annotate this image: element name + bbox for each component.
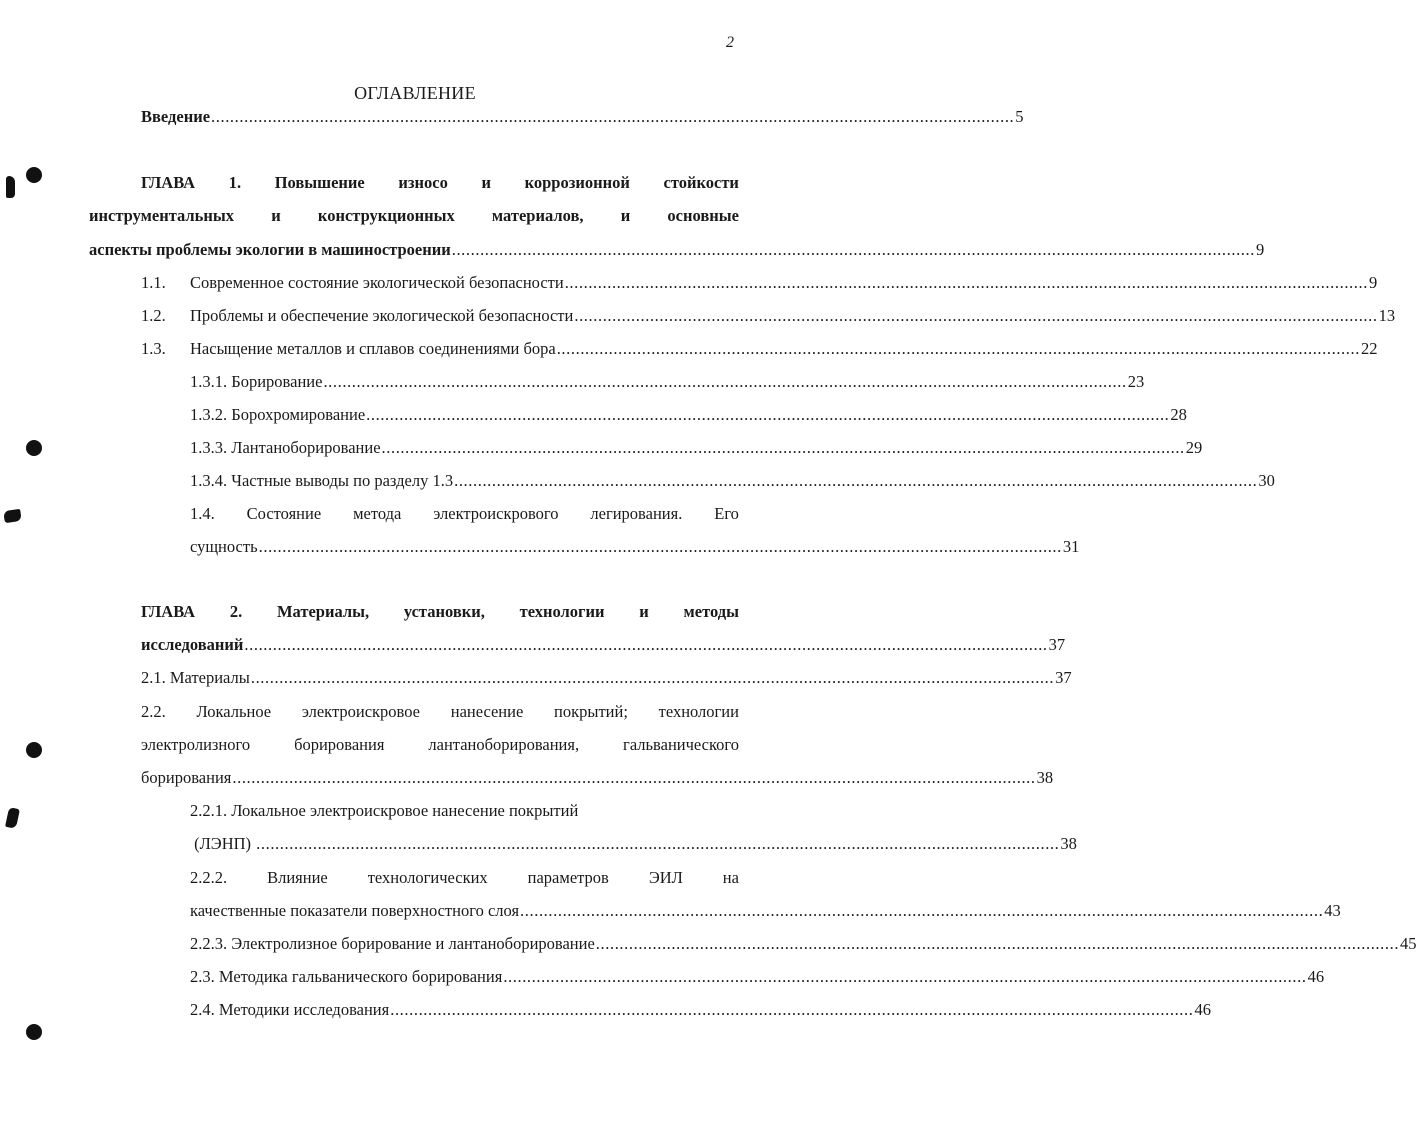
word: технологических <box>367 868 488 887</box>
scan-smudge-mark <box>6 176 15 198</box>
word: борирования <box>294 735 385 754</box>
toc-entry-intro[interactable] <box>141 107 1024 127</box>
toc-entry-2-4[interactable] <box>190 1000 1211 1020</box>
word: износо <box>398 173 448 192</box>
word: и <box>620 206 631 225</box>
toc-entry-2-2-1-line1[interactable]: 2.2.1. Локальное электроискровое нанесение покрытий <box>190 801 579 820</box>
word: 2. <box>229 602 243 621</box>
toc-entry-label: 1.3.3. Лантаноборирование <box>190 438 381 457</box>
toc-entry-1-4-line1[interactable] <box>190 504 739 524</box>
toc-entry-label: Современное состояние экологической безопасности <box>190 273 564 292</box>
toc-entry-page: 29 <box>1185 438 1203 457</box>
dot-leader: .......................................................................................................................................................................... <box>503 967 1307 986</box>
word: технологии <box>658 702 739 721</box>
dot-leader: .......................................................................................................................................................................... <box>564 273 1368 292</box>
toc-entry-page: 30 <box>1258 471 1275 490</box>
dot-leader: .......................................................................................................................................................................... <box>366 405 1170 424</box>
toc-entry-2-3[interactable] <box>190 967 1325 987</box>
toc-entry-2-1[interactable] <box>141 668 1072 688</box>
word: и <box>639 602 649 621</box>
toc-entry-1-3-4[interactable] <box>190 471 1275 491</box>
word: технологии <box>519 602 605 621</box>
toc-entry-1-3-1[interactable] <box>190 372 1145 392</box>
chapter1-title-line1[interactable] <box>141 173 739 193</box>
toc-entry-label: 2.3. Методика гальванического борирования <box>190 967 503 986</box>
toc-entry-1-3-2[interactable] <box>190 405 1187 425</box>
word: инструментальных <box>89 206 235 225</box>
toc-entry-2-2-1-line2[interactable] <box>190 834 1077 854</box>
toc-entry-page: 37 <box>1048 635 1066 654</box>
word: конструкционных <box>317 206 455 225</box>
toc-entry-1-2[interactable] <box>190 306 1396 326</box>
toc-entry-2-2-2-line1[interactable] <box>190 868 739 888</box>
word: метода <box>353 504 402 523</box>
toc-entry-2-2-line2[interactable] <box>141 735 739 755</box>
toc-entry-1-1[interactable] <box>190 273 1378 293</box>
toc-entry-2-2-line1[interactable] <box>141 702 739 722</box>
word: основные <box>667 206 739 225</box>
toc-entry-label: 1.3.4. Частные выводы по разделу 1.3 <box>190 471 454 490</box>
punch-hole-mark <box>26 440 42 456</box>
toc-entry-page: 45 <box>1400 934 1417 953</box>
punch-hole-mark <box>26 167 42 183</box>
word: методы <box>683 602 739 621</box>
toc-entry-number: 1.2. <box>141 306 166 325</box>
dot-leader: .......................................................................................................................................................................... <box>390 1000 1194 1019</box>
toc-entry-page: 9 <box>1368 273 1378 292</box>
toc-entry-page: 31 <box>1062 537 1080 556</box>
punch-hole-mark <box>26 1024 42 1040</box>
word: на <box>722 868 739 887</box>
toc-entry-2-2-3[interactable] <box>190 934 1417 954</box>
scan-smudge-mark <box>5 807 20 829</box>
word: установки, <box>403 602 485 621</box>
toc-entry-label: борирования <box>141 768 232 787</box>
word: гальванического <box>623 735 739 754</box>
toc-entry-2-2-line3[interactable] <box>141 768 1054 788</box>
dot-leader: .......................................................................................................................................................................... <box>232 768 1036 787</box>
word: параметров <box>527 868 609 887</box>
word: стойкости <box>663 173 739 192</box>
word: электроискрового <box>433 504 559 523</box>
toc-entry-label: качественные показатели поверхностного слоя <box>190 901 520 920</box>
chapter1-title-line2[interactable] <box>89 206 739 226</box>
word: материалов, <box>491 206 584 225</box>
dot-leader: .......................................................................................................................................................................... <box>595 934 1400 953</box>
toc-entry-1-4-line2[interactable] <box>190 537 1080 557</box>
word: 2.2.2. <box>190 868 228 887</box>
word: Состояние <box>246 504 322 523</box>
toc-heading: ОГЛАВЛЕНИЕ <box>354 83 476 103</box>
dot-leader: .......................................................................................................................................................................... <box>323 372 1127 391</box>
word: коррозионной <box>524 173 630 192</box>
toc-entry-page: 28 <box>1170 405 1187 424</box>
toc-entry-number: 1.3. <box>141 339 166 358</box>
word: Локальное <box>196 702 272 721</box>
word: покрытий; <box>554 702 628 721</box>
toc-entry-page: 37 <box>1055 668 1072 687</box>
toc-entry-label: 1.3.2. Борохромирование <box>190 405 366 424</box>
toc-entry-page: 43 <box>1324 901 1341 920</box>
toc-entry-label: 2.4. Методики исследования <box>190 1000 390 1019</box>
scan-smudge-mark <box>3 509 22 523</box>
dot-leader: .......................................................................................................................................................................... <box>556 339 1360 358</box>
word: Влияние <box>267 868 328 887</box>
toc-entry-2-2-2-line2[interactable] <box>190 901 1341 921</box>
word: легирования. <box>590 504 683 523</box>
page-number: 2 <box>726 34 734 51</box>
toc-entry-page: 5 <box>1015 107 1024 126</box>
toc-entry-label: сущность <box>190 537 258 556</box>
word: и <box>271 206 281 225</box>
toc-entry-page: 13 <box>1378 306 1396 325</box>
toc-entry-page: 9 <box>1255 240 1265 259</box>
dot-leader: .......................................................................................................................................................................... <box>258 537 1062 556</box>
toc-entry-label: (ЛЭНП) <box>190 834 256 853</box>
toc-entry-label: Насыщение металлов и сплавов соединениями бора <box>190 339 556 358</box>
word: ГЛАВА <box>141 173 196 192</box>
dot-leader: .......................................................................................................................................................................... <box>520 901 1324 920</box>
toc-entry-label: Проблемы и обеспечение экологической безопасности <box>190 306 574 325</box>
word: Его <box>714 504 739 523</box>
toc-entry-number: 1.1. <box>141 273 166 292</box>
dot-leader: .......................................................................................................................................................................... <box>451 240 1255 259</box>
chapter2-title-line2[interactable] <box>141 635 1066 655</box>
toc-entry-1-3[interactable] <box>190 339 1378 359</box>
toc-entry-page: 38 <box>1036 768 1054 787</box>
word: Материалы, <box>276 602 370 621</box>
word: Повышение <box>274 173 365 192</box>
dot-leader: .......................................................................................................................................................................... <box>250 668 1055 687</box>
word: 1. <box>228 173 242 192</box>
dot-leader: .......................................................................................................................................................................... <box>244 635 1048 654</box>
toc-entry-page: 46 <box>1194 1000 1211 1019</box>
word: электролизного <box>141 735 251 754</box>
chapter1-title-line3[interactable] <box>89 240 1265 260</box>
punch-hole-mark <box>26 742 42 758</box>
dot-leader: .......................................................................................................................................................................... <box>381 438 1185 457</box>
toc-entry-page: 22 <box>1360 339 1378 358</box>
dot-leader: .......................................................................................................................................................................... <box>256 834 1060 853</box>
toc-entry-label: 2.1. Материалы <box>141 668 250 687</box>
toc-entry-label: 1.3.1. Борирование <box>190 372 323 391</box>
word: 1.4. <box>190 504 215 523</box>
toc-entry-page: 38 <box>1060 834 1077 853</box>
word: ЭИЛ <box>648 868 683 887</box>
toc-entry-label: исследований <box>141 635 244 654</box>
word: и <box>481 173 491 192</box>
word: лантаноборирования, <box>428 735 580 754</box>
dot-leader: .......................................................................................................................................................................... <box>454 471 1258 490</box>
dot-leader: .......................................................................................................................................................................... <box>211 107 1015 126</box>
toc-entry-page: 46 <box>1307 967 1325 986</box>
toc-entry-page: 23 <box>1127 372 1145 391</box>
word: ГЛАВА <box>141 602 196 621</box>
dot-leader: .......................................................................................................................................................................... <box>574 306 1378 325</box>
word: нанесение <box>450 702 524 721</box>
chapter2-title-line1[interactable] <box>141 602 739 622</box>
word: 2.2. <box>141 702 166 721</box>
toc-entry-label: Введение <box>141 107 211 126</box>
toc-entry-label: 2.2.3. Электролизное борирование и лантаноборирование <box>190 934 595 953</box>
toc-entry-1-3-3[interactable] <box>190 438 1203 458</box>
word: электроискровое <box>301 702 421 721</box>
toc-entry-label: аспекты проблемы экологии в машиностроении <box>89 240 451 259</box>
